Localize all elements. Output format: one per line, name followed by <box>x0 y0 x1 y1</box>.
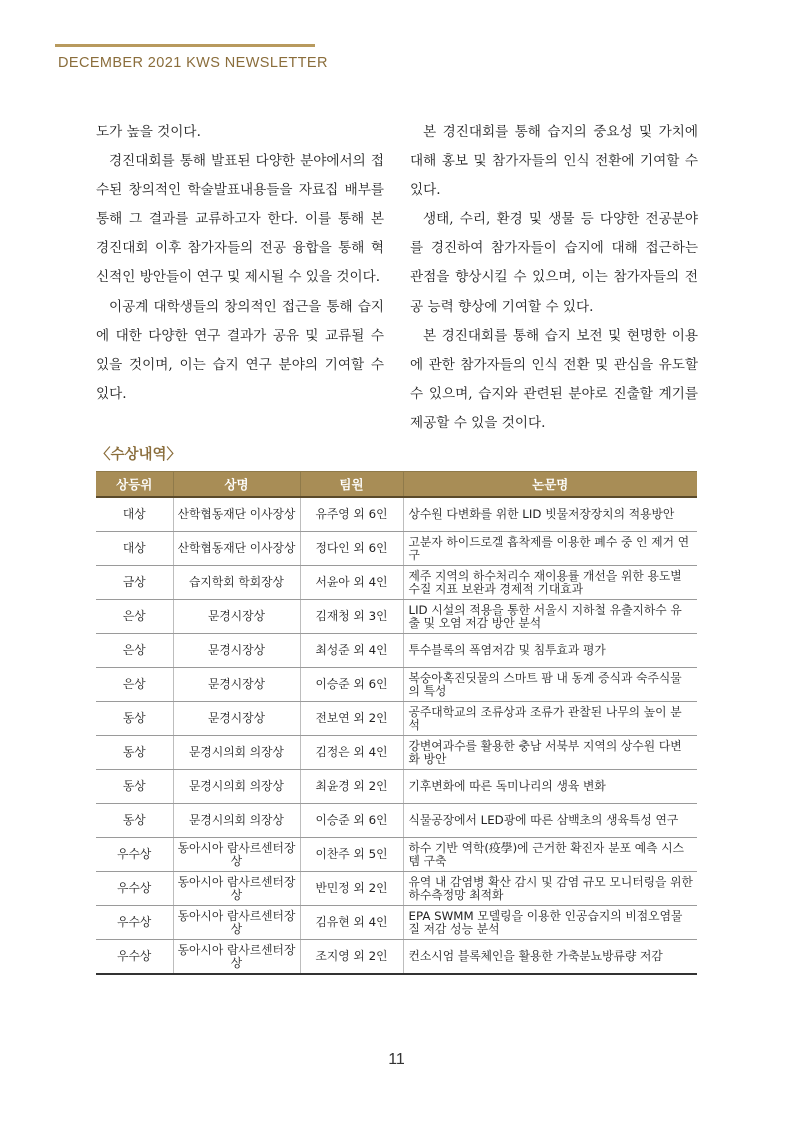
team-cell: 이승준 외 6인 <box>300 668 403 702</box>
award-cell: 습지학회 학회장상 <box>173 566 300 600</box>
body-paragraph: 경진대회를 통해 발표된 다양한 분야에서의 접수된 창의적인 학술발표내용들을 자료집 배부를 통해 그 결과를 교류하고자 한다. 이를 통해 본 경진대회 이후 참가자들의 전공 융합을 통해 혁신적인 방안들이 연구 및 제시될 수 있을 것이다. <box>96 153 384 286</box>
table-row <box>96 702 697 736</box>
rank-cell: 대상 <box>96 532 173 566</box>
award-cell: 동아시아 람사르센터장상 <box>173 906 300 940</box>
column-header-rank: 상등위 <box>96 472 173 498</box>
team-cell: 김정은 외 4인 <box>300 736 403 770</box>
table-row <box>96 668 697 702</box>
team-cell: 정다인 외 6인 <box>300 532 403 566</box>
table-row <box>96 736 697 770</box>
table-row <box>96 804 697 838</box>
paper-cell: 유역 내 감염병 확산 감시 및 감염 규모 모니터링을 위한 하수측정망 최적화 <box>403 872 697 906</box>
column-header-team: 팀원 <box>300 472 403 498</box>
rank-cell: 우수상 <box>96 838 173 872</box>
body-paragraph: 생태, 수리, 환경 및 생물 등 다양한 전공분야를 경진하여 참가자들이 습지에 대해 접근하는 관점을 향상시킬 수 있으며, 이는 참가자들의 전공 능력 향상에 기여할 수 있다. <box>410 211 698 315</box>
award-cell: 산학협동재단 이사장상 <box>173 497 300 532</box>
body-paragraph: 도가 높을 것이다. <box>96 124 201 140</box>
team-cell: 전보연 외 2인 <box>300 702 403 736</box>
award-cell: 문경시장상 <box>173 668 300 702</box>
awards-table-header-row <box>96 472 697 498</box>
rank-cell: 은상 <box>96 600 173 634</box>
rank-cell: 대상 <box>96 497 173 532</box>
newsletter-title: DECEMBER 2021 KWS NEWSLETTER <box>58 55 328 71</box>
rank-cell: 우수상 <box>96 906 173 940</box>
column-header-paper: 논문명 <box>403 472 697 498</box>
team-cell: 조지영 외 2인 <box>300 940 403 975</box>
team-cell: 김유현 외 4인 <box>300 906 403 940</box>
paper-cell: 컨소시엄 블록체인을 활용한 가축분뇨방류량 저감 <box>403 940 697 975</box>
body-paragraph: 본 경진대회를 통해 습지의 중요성 및 가치에 대해 홍보 및 참가자들의 인식 전환에 기여할 수 있다. <box>410 124 698 199</box>
rank-cell: 동상 <box>96 736 173 770</box>
award-cell: 산학협동재단 이사장상 <box>173 532 300 566</box>
page-number: 11 <box>388 1051 405 1068</box>
rank-cell: 은상 <box>96 634 173 668</box>
award-cell: 동아시아 람사르센터장상 <box>173 940 300 975</box>
rank-cell: 동상 <box>96 702 173 736</box>
rank-cell: 우수상 <box>96 872 173 906</box>
rank-cell: 동상 <box>96 770 173 804</box>
paper-cell: 하수 기반 역학(疫學)에 근거한 확진자 분포 예측 시스템 구축 <box>403 838 697 872</box>
rank-cell: 금상 <box>96 566 173 600</box>
paper-cell: 상수원 다변화를 위한 LID 빗물저장장치의 적용방안 <box>403 497 697 532</box>
award-cell: 동아시아 람사르센터장상 <box>173 838 300 872</box>
award-cell: 동아시아 람사르센터장상 <box>173 872 300 906</box>
table-row <box>96 906 697 940</box>
paper-cell: 식물공장에서 LED광에 따른 삼백초의 생육특성 연구 <box>403 804 697 838</box>
right-text-column <box>410 118 698 438</box>
award-cell: 문경시장상 <box>173 702 300 736</box>
table-row <box>96 770 697 804</box>
body-paragraph: 본 경진대회를 통해 습지 보전 및 현명한 이용에 관한 참가자들의 인식 전환 및 관심을 유도할 수 있으며, 습지와 관련된 분야로 진출할 계기를 제공할 수 있을 것이다. <box>410 327 698 431</box>
paper-cell: EPA SWMM 모델링을 이용한 인공습지의 비점오염물질 저감 성능 분석 <box>403 906 697 940</box>
awards-heading: 〈수상내역〉 <box>96 447 182 463</box>
left-text-column <box>96 118 384 409</box>
team-cell: 최성준 외 4인 <box>300 634 403 668</box>
team-cell: 서윤아 외 4인 <box>300 566 403 600</box>
team-cell: 유주영 외 6인 <box>300 497 403 532</box>
team-cell: 김재청 외 3인 <box>300 600 403 634</box>
table-row <box>96 532 697 566</box>
table-row <box>96 838 697 872</box>
rank-cell: 동상 <box>96 804 173 838</box>
award-cell: 문경시장상 <box>173 600 300 634</box>
team-cell: 이찬주 외 5인 <box>300 838 403 872</box>
paper-cell: 고분자 하이드로겔 흡착제를 이용한 폐수 중 인 제거 연구 <box>403 532 697 566</box>
body-paragraph: 이공계 대학생들의 창의적인 접근을 통해 습지에 대한 다양한 연구 결과가 공유 및 교류될 수 있을 것이며, 이는 습지 연구 분야의 기여할 수 있다. <box>96 298 384 402</box>
team-cell: 이승준 외 6인 <box>300 804 403 838</box>
team-cell: 반민정 외 2인 <box>300 872 403 906</box>
awards-table <box>96 471 697 975</box>
paper-cell: 기후변화에 따른 독미나리의 생육 변화 <box>403 770 697 804</box>
paper-cell: 공주대학교의 조류상과 조류가 관찰된 나무의 높이 분석 <box>403 702 697 736</box>
column-header-award: 상명 <box>173 472 300 498</box>
paper-cell: 복숭아혹진딧물의 스마트 팜 내 동계 증식과 숙주식물의 특성 <box>403 668 697 702</box>
table-row <box>96 600 697 634</box>
rank-cell: 우수상 <box>96 940 173 975</box>
table-row <box>96 872 697 906</box>
team-cell: 최윤경 외 2인 <box>300 770 403 804</box>
award-cell: 문경시의회 의장상 <box>173 804 300 838</box>
table-row <box>96 940 697 975</box>
award-cell: 문경시장상 <box>173 634 300 668</box>
header-rule <box>55 44 315 47</box>
table-row <box>96 497 697 532</box>
table-row <box>96 566 697 600</box>
paper-cell: 투수블록의 폭염저감 및 침투효과 평가 <box>403 634 697 668</box>
table-row <box>96 634 697 668</box>
paper-cell: 제주 지역의 하수처리수 재이용률 개선을 위한 용도별 수질 지표 보완과 경제적 기대효과 <box>403 566 697 600</box>
award-cell: 문경시의회 의장상 <box>173 770 300 804</box>
award-cell: 문경시의회 의장상 <box>173 736 300 770</box>
paper-cell: 강변여과수를 활용한 충남 서북부 지역의 상수원 다변화 방안 <box>403 736 697 770</box>
paper-cell: LID 시설의 적용을 통한 서울시 지하철 유출지하수 유출 및 오염 저감 방안 분석 <box>403 600 697 634</box>
rank-cell: 은상 <box>96 668 173 702</box>
